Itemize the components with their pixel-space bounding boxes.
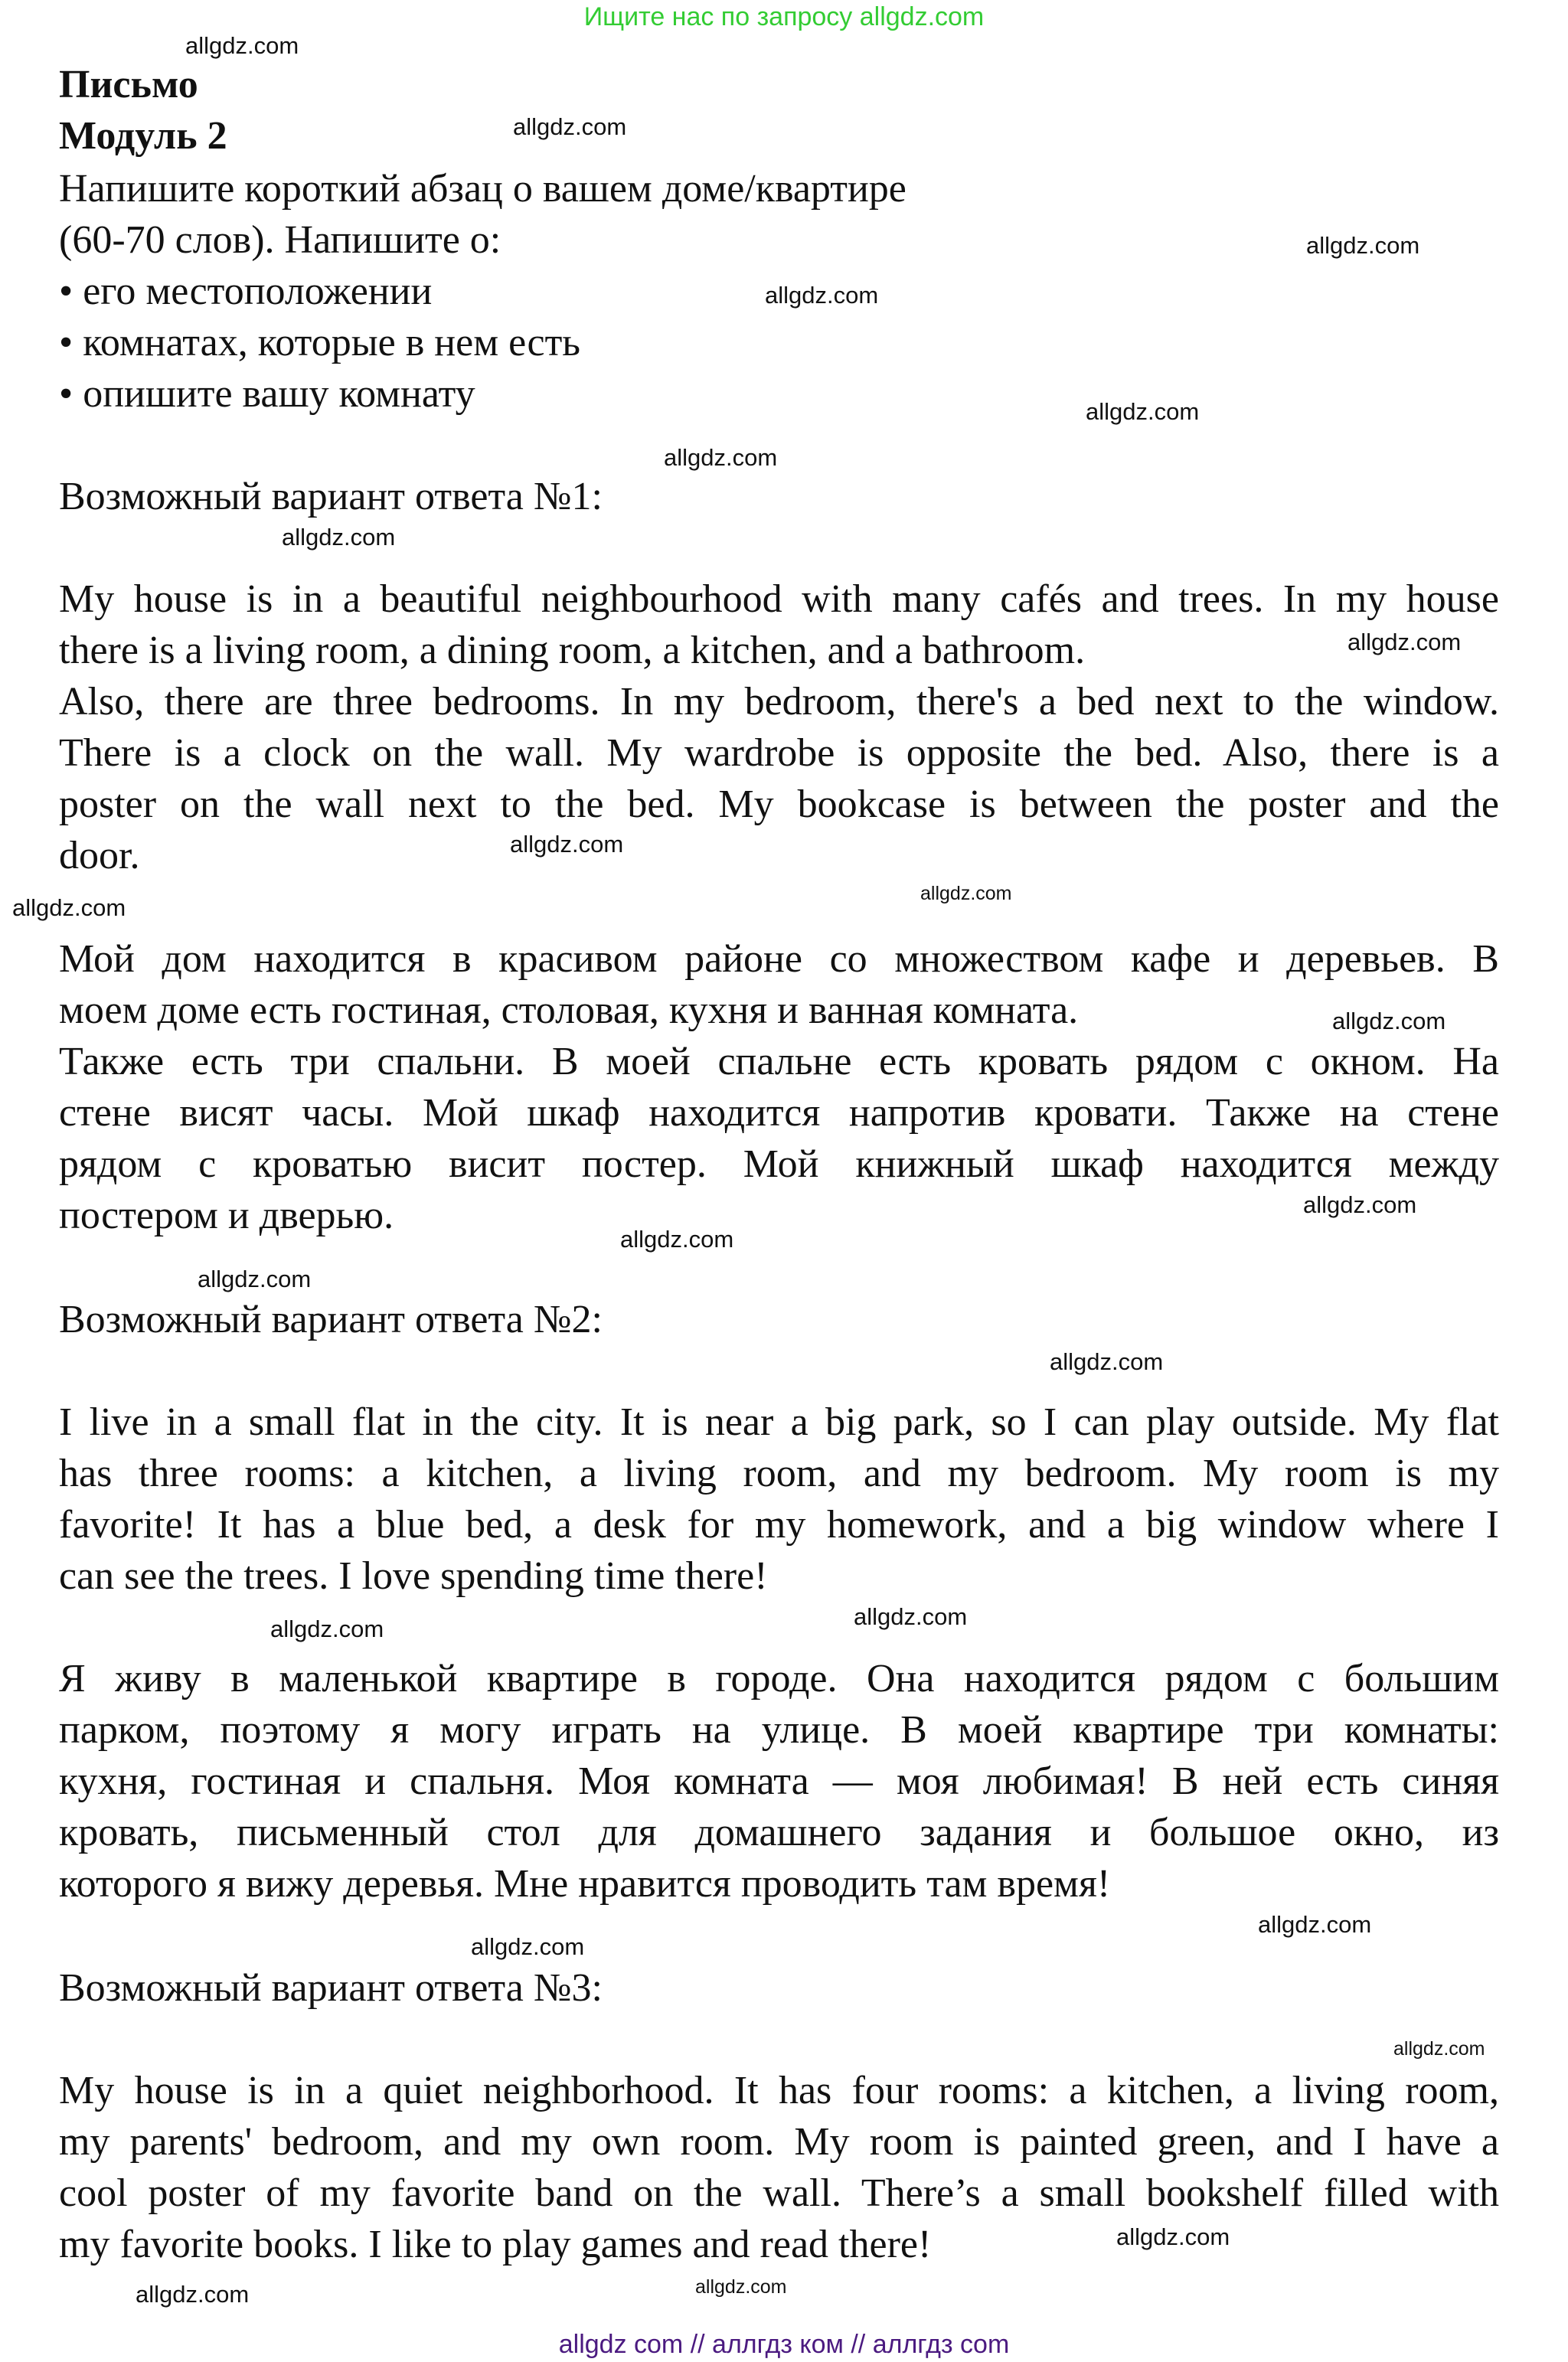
watermark: allgdz.com — [1393, 2038, 1485, 2060]
footer-watermark: allgdz com // аллгдз ком // аллгдз com — [558, 2330, 1010, 2359]
text-line: there is a living room, a dining room, a kitchen, and a bathroom. — [59, 629, 1086, 672]
text-line: There is a clock on the wall. My wardrobe is opposite the bed. Also, there is a — [59, 731, 1499, 775]
watermark: allgdz.com — [185, 32, 299, 59]
text-line: Я живу в маленькой квартире в городе. Она находится рядом с большим — [59, 1657, 1499, 1700]
watermark: allgdz.com — [12, 894, 126, 921]
text-line: can see the trees. I love spending time there! — [59, 1554, 768, 1598]
watermark: allgdz.com — [1306, 232, 1420, 259]
watermark: allgdz.com — [695, 2276, 787, 2298]
watermark: allgdz.com — [1050, 1348, 1164, 1375]
answer-2-english — [59, 1397, 1499, 1602]
watermark: allgdz.com — [765, 282, 879, 309]
watermark: allgdz.com — [471, 1933, 585, 1960]
search-banner: Ищите нас по запросу allgdz.com — [583, 2, 985, 31]
text-line: cool poster of my favorite band on the wall. There’s a small bookshelf filled with — [59, 2171, 1499, 2215]
watermark: allgdz.com — [136, 2281, 250, 2308]
watermark: allgdz.com — [854, 1603, 968, 1630]
text-line: I live in a small flat in the city. It is near a big park, so I can play outside. My flat — [59, 1400, 1499, 1444]
watermark: allgdz.com — [510, 831, 624, 858]
answer-2-russian — [59, 1653, 1499, 1910]
text-line: favorite! It has a blue bed, a desk for my homework, and a big window where I — [59, 1503, 1499, 1547]
instruction-line: (60-70 слов). Напишите о: — [59, 218, 501, 262]
answer-1-heading: Возможный вариант ответа №1: — [59, 475, 603, 518]
watermark: allgdz.com — [1303, 1191, 1417, 1218]
answer-2-heading: Возможный вариант ответа №2: — [59, 1298, 603, 1341]
text-line: my favorite books. I like to play games and read there! — [59, 2223, 932, 2266]
watermark: allgdz.com — [1086, 398, 1200, 425]
text-line: has three rooms: a kitchen, a living room, and my bedroom. My room is my — [59, 1452, 1499, 1495]
text-line: парком, поэтому я могу играть на улице. В моей квартире три комнаты: — [59, 1708, 1499, 1752]
watermark: allgdz.com — [270, 1616, 384, 1642]
watermark: allgdz.com — [920, 883, 1012, 904]
text-line: кровать, письменный стол для домашнего задания и большое окно, из — [59, 1811, 1499, 1854]
text-line: постером и дверью. — [59, 1194, 394, 1237]
answer-3-english — [59, 2065, 1499, 2270]
text-line: рядом с кроватью висит постер. Мой книжный шкаф находится между — [59, 1142, 1499, 1186]
text-line: My house is in a beautiful neighbourhood with many cafés and trees. In my house — [59, 577, 1499, 621]
module-title: Модуль 2 — [59, 114, 227, 158]
watermark: allgdz.com — [513, 113, 627, 140]
text-line: Мой дом находится в красивом районе со множеством кафе и деревьев. В — [59, 937, 1499, 981]
instruction-line: Напишите короткий абзац о вашем доме/квартире — [59, 167, 906, 211]
watermark: allgdz.com — [1348, 629, 1462, 655]
text-line: poster on the wall next to the bed. My bookcase is between the poster and the — [59, 782, 1499, 826]
text-line: My house is in a quiet neighborhood. It has four rooms: a kitchen, a living room, — [59, 2069, 1499, 2112]
text-line: Также есть три спальни. В моей спальне есть кровать рядом с окном. На — [59, 1040, 1499, 1083]
answer-1-english — [59, 573, 1499, 881]
text-line: кухня, гостиная и спальня. Моя комната — моя любимая! В ней есть синяя — [59, 1759, 1499, 1803]
text-line: door. — [59, 834, 140, 877]
watermark: allgdz.com — [282, 524, 396, 550]
doc-title: Письмо — [59, 63, 198, 106]
text-line: которого я вижу деревья. Мне нравится проводить там время! — [59, 1862, 1111, 1906]
text-line: my parents' bedroom, and my own room. My room is painted green, and I have a — [59, 2120, 1499, 2164]
watermark: allgdz.com — [664, 444, 778, 471]
watermark: allgdz.com — [1116, 2223, 1230, 2250]
text-line: стене висят часы. Мой шкаф находится напротив кровати. Также на стене — [59, 1091, 1499, 1135]
watermark: allgdz.com — [1332, 1008, 1446, 1034]
watermark: allgdz.com — [620, 1226, 734, 1253]
text-line: моем доме есть гостиная, столовая, кухня и ванная комната. — [59, 988, 1079, 1032]
instruction-bullet: • опишите вашу комнату — [59, 372, 475, 416]
watermark: allgdz.com — [198, 1266, 312, 1292]
watermark: allgdz.com — [1258, 1911, 1372, 1938]
instruction-bullet: • комнатах, которые в нем есть — [59, 321, 581, 364]
text-line: Also, there are three bedrooms. In my bedroom, there's a bed next to the window. — [59, 680, 1499, 724]
instruction-bullet: • его местоположении — [59, 270, 433, 313]
answer-3-heading: Возможный вариант ответа №3: — [59, 1966, 603, 2010]
answer-1-russian — [59, 933, 1499, 1241]
